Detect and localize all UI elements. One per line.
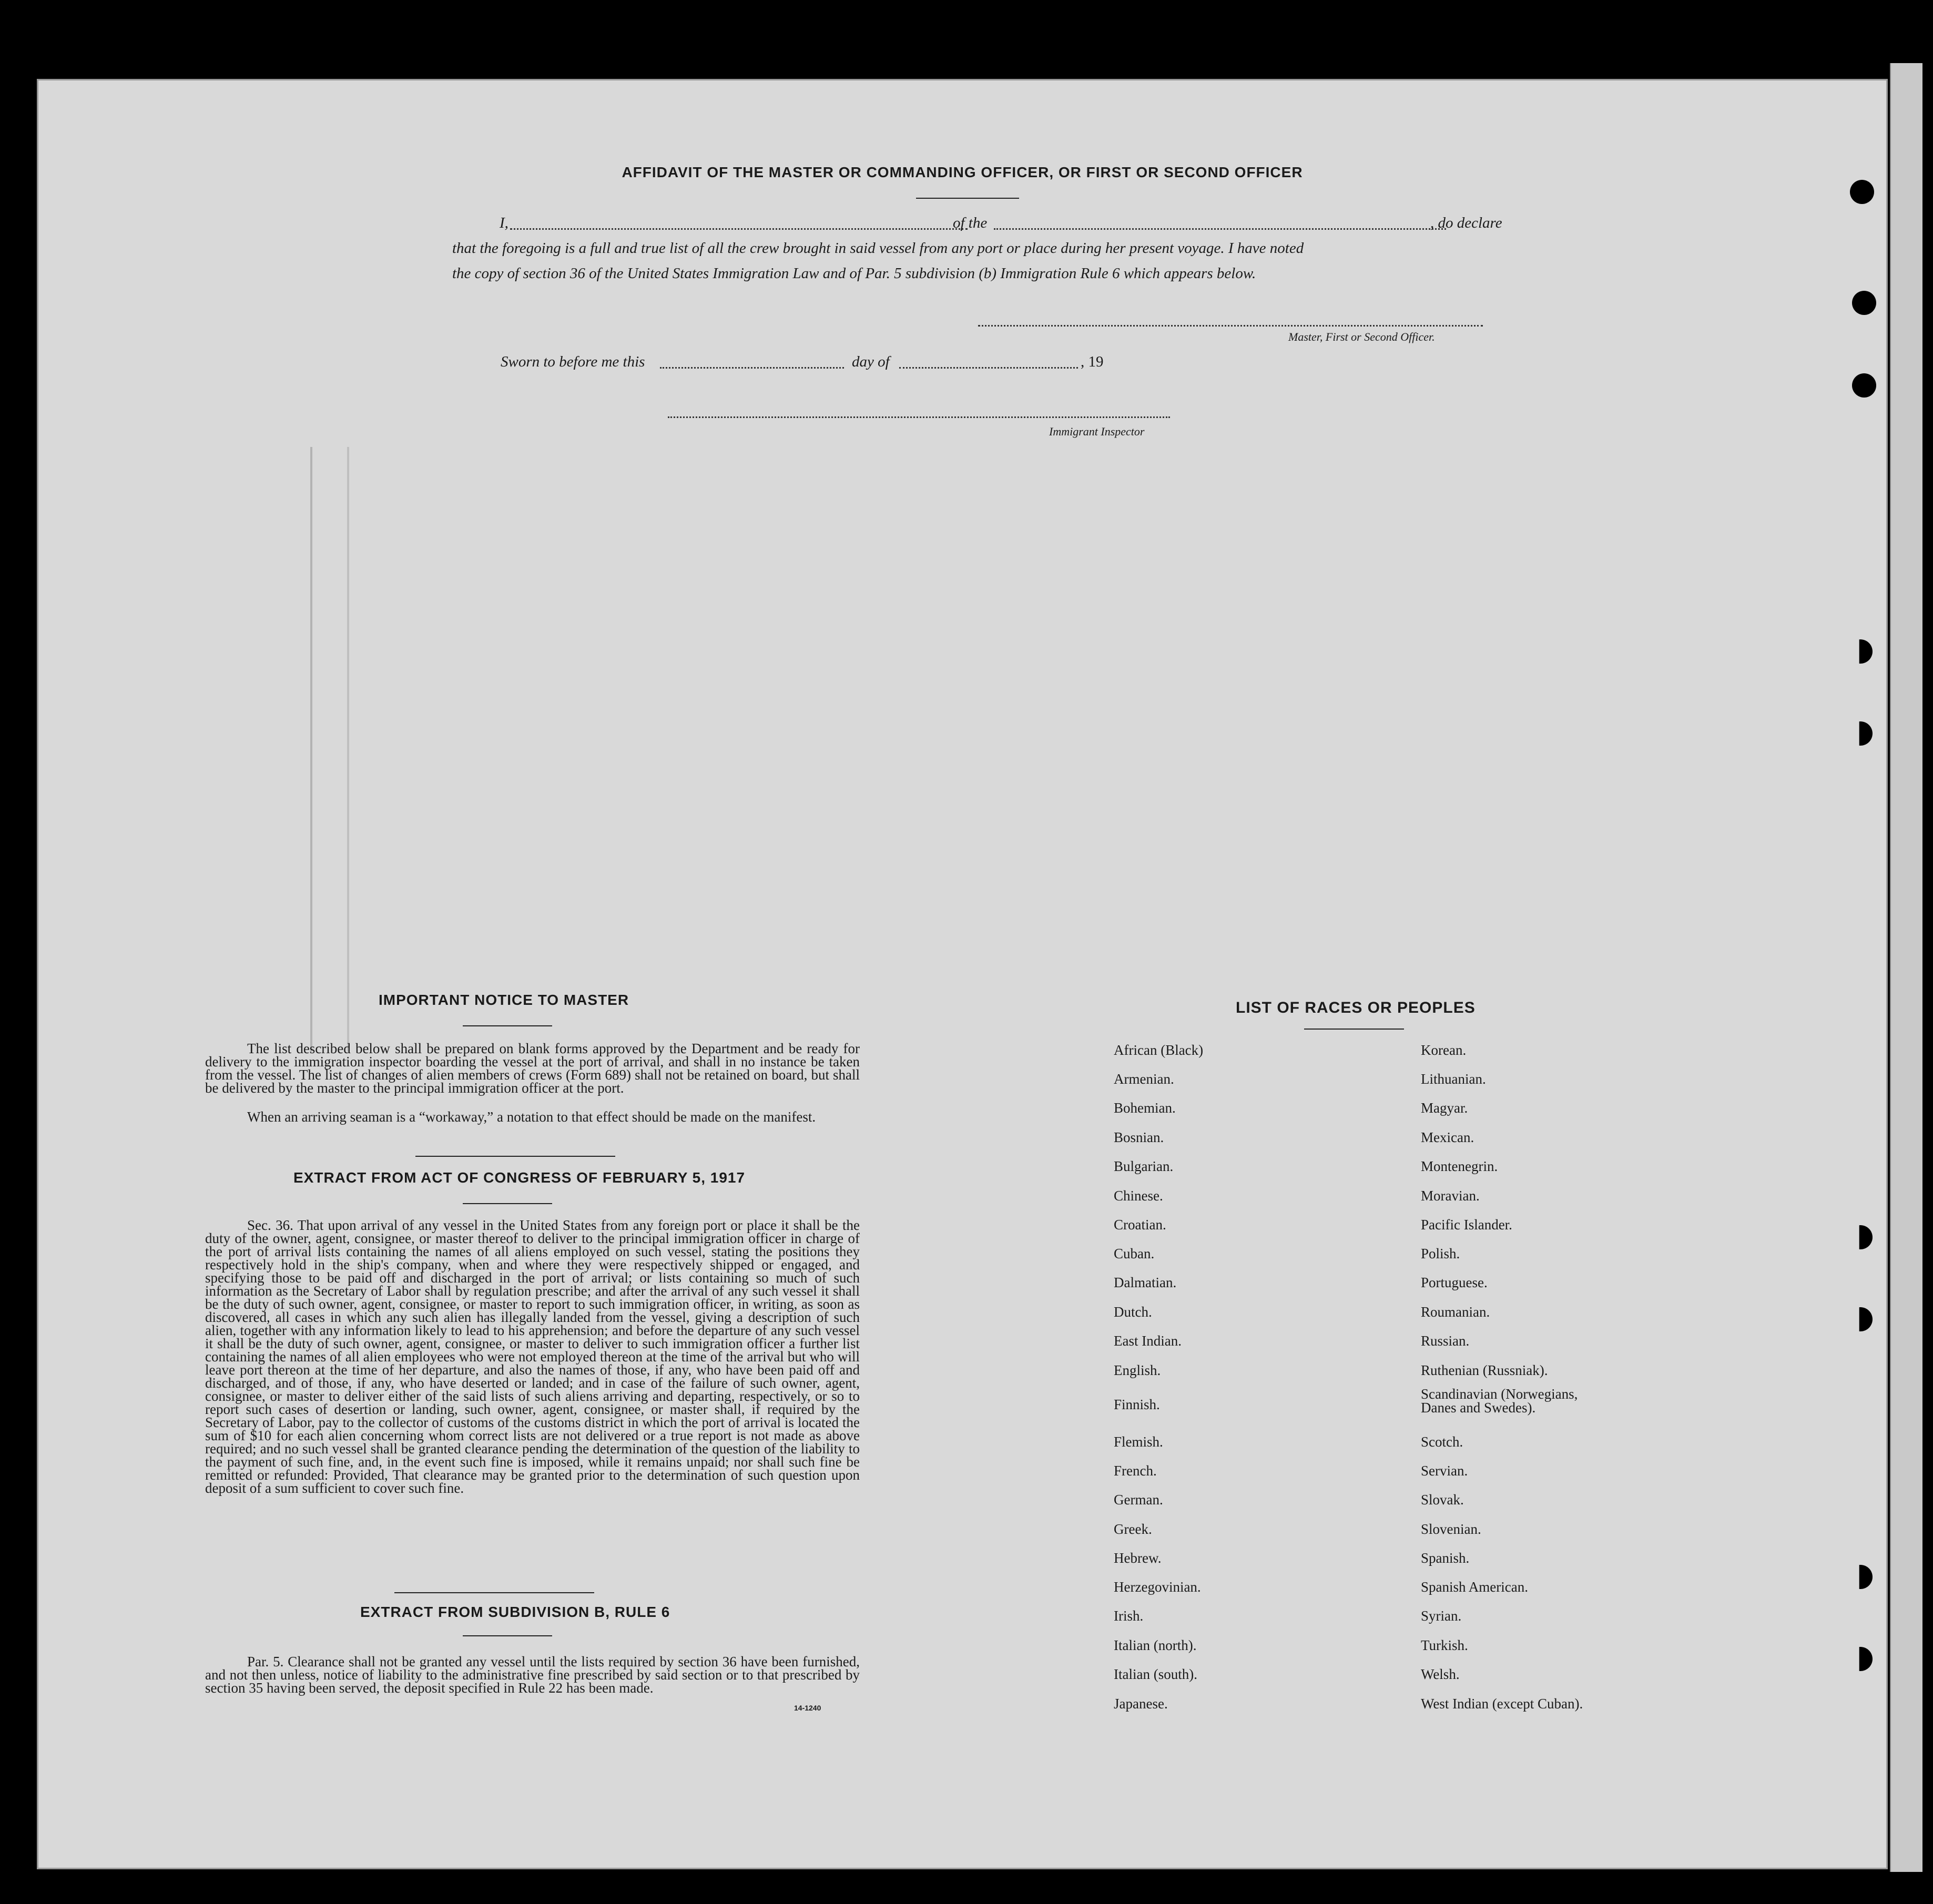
punch-hole <box>1850 180 1874 204</box>
extract-rule-text: Par. 5. Clearance shall not be granted any vessel until the lists required by section 36 have been furnished, and not then unless, notice of liability to the administrative fine prescribed by said section or to that prescribed by section 35 having been served, the deposit specified in Rule 22 has been made. <box>205 1654 860 1696</box>
punch-hole <box>1852 373 1876 398</box>
race-entry: Irish. <box>1114 1608 1144 1624</box>
race-entry: Bohemian. <box>1114 1100 1176 1116</box>
race-entry: Servian. <box>1421 1463 1468 1479</box>
punch-hole <box>1852 291 1876 315</box>
race-entry: Ruthenian (Russniak). <box>1421 1362 1548 1378</box>
officer-signature-label: Master, First or Second Officer. <box>1288 330 1435 343</box>
title-divider <box>916 198 1019 199</box>
inspector-label: Immigrant Inspector <box>1049 425 1145 438</box>
extract-act-title: EXTRACT FROM ACT OF CONGRESS OF FEBRUARY 5, 1917 <box>293 1169 746 1186</box>
race-entry: Flemish. <box>1114 1434 1163 1450</box>
races-divider <box>1304 1029 1404 1030</box>
name-blank <box>510 228 968 230</box>
race-entry: Chinese. <box>1114 1188 1163 1204</box>
notice-title: IMPORTANT NOTICE TO MASTER <box>379 992 629 1008</box>
race-entry: Pacific Islander. <box>1421 1217 1512 1233</box>
race-entry: Moravian. <box>1421 1188 1480 1204</box>
extract-act-text: Sec. 36. That upon arrival of any vessel in the United States from any foreign port or place it shall be the duty of the owner, agent, consignee, or master thereof to deliver to the principal immigration officer in charge of the port of arrival lists containing the names of all aliens employed on such vessel, stating the positions they respectively hold in the ship's company, when and where they were respectively shipped or engaged, and specifying those to be paid off and discharged in the port of arrival; or lists containing so much of such information as the Secretary of Labor shall by regulation prescribe; and after the arrival of any such vessel it shall be the duty of such owner, agent, consignee, or master to report to such immigration officer, in writing, as soon as discovered, all cases in which any such alien has illegally landed from the vessel, giving a description of such alien, together with any information likely to lead to his apprehension; and before the departure of any such vessel it shall be the duty of such owner, agent, consignee, or master to deliver to such immigration officer a further list containing the names of all alien employees who were not employed thereon at the time of the arrival but who will leave port thereon at the time of her departure, and also the names of those, if any, who have been paid off and discharged, and of those, if any, who have deserted or landed; and in case of the failure of such owner, agent, consignee, or master to deliver either of the said lists of such aliens arriving and departing, respectively, or so to report such cases of desertion or landing, such owner, agent, consignee, or master shall, if required by the Secretary of Labor, pay to the collector of customs of the customs district in which the port of arrival is located the sum of $10 for each alien concerning whom correct lists are not delivered or a true report is not made as above required; and no such vessel shall be granted clearance pending the determination of the question of the liability to the payment of such fine, and, in the event such fine is imposed, while it remains unpaid; nor shall such fine be remitted or refunded: Provided, That clearance may be granted prior to the determination of such question upon deposit of a sum sufficient to cover such fine. <box>205 1217 860 1496</box>
race-entry: Cuban. <box>1114 1246 1155 1261</box>
race-entry: Magyar. <box>1421 1100 1468 1116</box>
section-divider <box>415 1156 615 1157</box>
race-entry: French. <box>1114 1463 1157 1479</box>
race-entry: Dutch. <box>1114 1304 1152 1320</box>
sworn-label: Sworn to before me this <box>501 353 645 370</box>
extract-rule-title: EXTRACT FROM SUBDIVISION B, RULE 6 <box>360 1604 670 1620</box>
race-entry: Hebrew. <box>1114 1550 1162 1566</box>
punch-hole <box>1848 1647 1873 1671</box>
race-entry: Japanese. <box>1114 1696 1168 1712</box>
race-entry: East Indian. <box>1114 1333 1182 1349</box>
race-entry: Russian. <box>1421 1333 1470 1349</box>
race-entry: Dalmatian. <box>1114 1275 1177 1290</box>
race-entry: Korean. <box>1421 1042 1467 1058</box>
affidavit-line1-end: , do declare <box>1430 215 1502 231</box>
punch-hole <box>1848 1225 1873 1249</box>
race-entry: Turkish. <box>1421 1637 1468 1653</box>
page-edge <box>1890 63 1922 1872</box>
affidavit-title: AFFIDAVIT OF THE MASTER OR COMMANDING OFFICER, OR FIRST OR SECOND OFFICER <box>622 164 1303 180</box>
race-entry: Spanish. <box>1421 1550 1470 1566</box>
sworn-month-blank <box>899 367 1078 369</box>
race-entry: German. <box>1114 1492 1163 1508</box>
race-entry: Finnish. <box>1114 1397 1160 1412</box>
vessel-blank <box>994 228 1446 230</box>
sworn-day-of: day of <box>852 353 890 370</box>
race-entry: Welsh. <box>1421 1666 1460 1682</box>
race-entry: Portuguese. <box>1421 1275 1488 1290</box>
punch-hole <box>1848 639 1873 664</box>
race-entry: Slovenian. <box>1421 1521 1481 1537</box>
race-entry: Slovak. <box>1421 1492 1464 1508</box>
race-entry: Montenegrin. <box>1421 1158 1498 1174</box>
inspector-signature-line <box>668 416 1170 418</box>
affidavit-line2: that the foregoing is a full and true list of all the crew brought in said vessel from any port or place during her present voyage. I have noted <box>452 240 1304 257</box>
sworn-year: , 19 <box>1081 353 1104 370</box>
form-number: 14-1240 <box>794 1704 821 1712</box>
race-entry: Lithuanian. <box>1421 1071 1486 1087</box>
document-page <box>37 79 1888 1869</box>
officer-signature-line <box>978 325 1483 327</box>
affidavit-line3: the copy of section 36 of the United States Immigration Law and of Par. 5 subdivision (b) Immigration Rule 6 which appears below. <box>452 265 1256 282</box>
notice-divider <box>463 1025 552 1026</box>
race-entry: Scotch. <box>1421 1434 1463 1450</box>
section-divider <box>394 1592 594 1593</box>
race-entry: Herzegovinian. <box>1114 1579 1201 1595</box>
extract-rule-divider <box>463 1635 552 1636</box>
race-entry: Roumanian. <box>1421 1304 1490 1320</box>
punch-hole <box>1848 1307 1873 1331</box>
race-entry: Armenian. <box>1114 1071 1174 1087</box>
notice-paragraph-2: When an arriving seaman is a “workaway,” a notation to that effect should be made on the manifest. <box>247 1109 816 1125</box>
race-entry: Polish. <box>1421 1246 1460 1261</box>
race-entry: West Indian (except Cuban). <box>1421 1696 1583 1712</box>
extract-act-divider <box>463 1203 552 1204</box>
race-entry: Bulgarian. <box>1114 1158 1174 1174</box>
race-entry: African (Black) <box>1114 1042 1204 1058</box>
race-entry: Spanish American. <box>1421 1579 1528 1595</box>
race-entry: Syrian. <box>1421 1608 1462 1624</box>
race-entry: Italian (south). <box>1114 1666 1197 1682</box>
affidavit-line1-start: I, <box>500 215 508 231</box>
race-entry: English. <box>1114 1362 1161 1378</box>
sworn-day-blank <box>660 367 844 369</box>
race-entry: Greek. <box>1114 1521 1152 1537</box>
races-title: LIST OF RACES OR PEOPLES <box>1236 999 1476 1016</box>
race-entry: Italian (north). <box>1114 1637 1197 1653</box>
bleed-through-mark <box>310 447 312 1052</box>
race-entry: Mexican. <box>1421 1129 1474 1145</box>
race-entry: Croatian. <box>1114 1217 1166 1233</box>
affidavit-line1-of: of the <box>953 215 988 231</box>
race-entry: Bosnian. <box>1114 1129 1164 1145</box>
notice-paragraph-1: The list described below shall be prepared on blank forms approved by the Department and be ready for delivery to the immigration inspector boarding the vessel at the port of arrival, and shall in no instance be taken from the vessel. The list of changes of alien members of crews (Form 689) shall not be retained on board, but shall be delivered by the master to the principal immigration officer at the port. <box>205 1041 860 1096</box>
punch-hole <box>1848 721 1873 746</box>
bleed-through-mark <box>347 447 349 1052</box>
punch-hole <box>1848 1565 1873 1589</box>
race-entry: Scandinavian (Norwegians, Danes and Swedes). <box>1421 1386 1578 1416</box>
